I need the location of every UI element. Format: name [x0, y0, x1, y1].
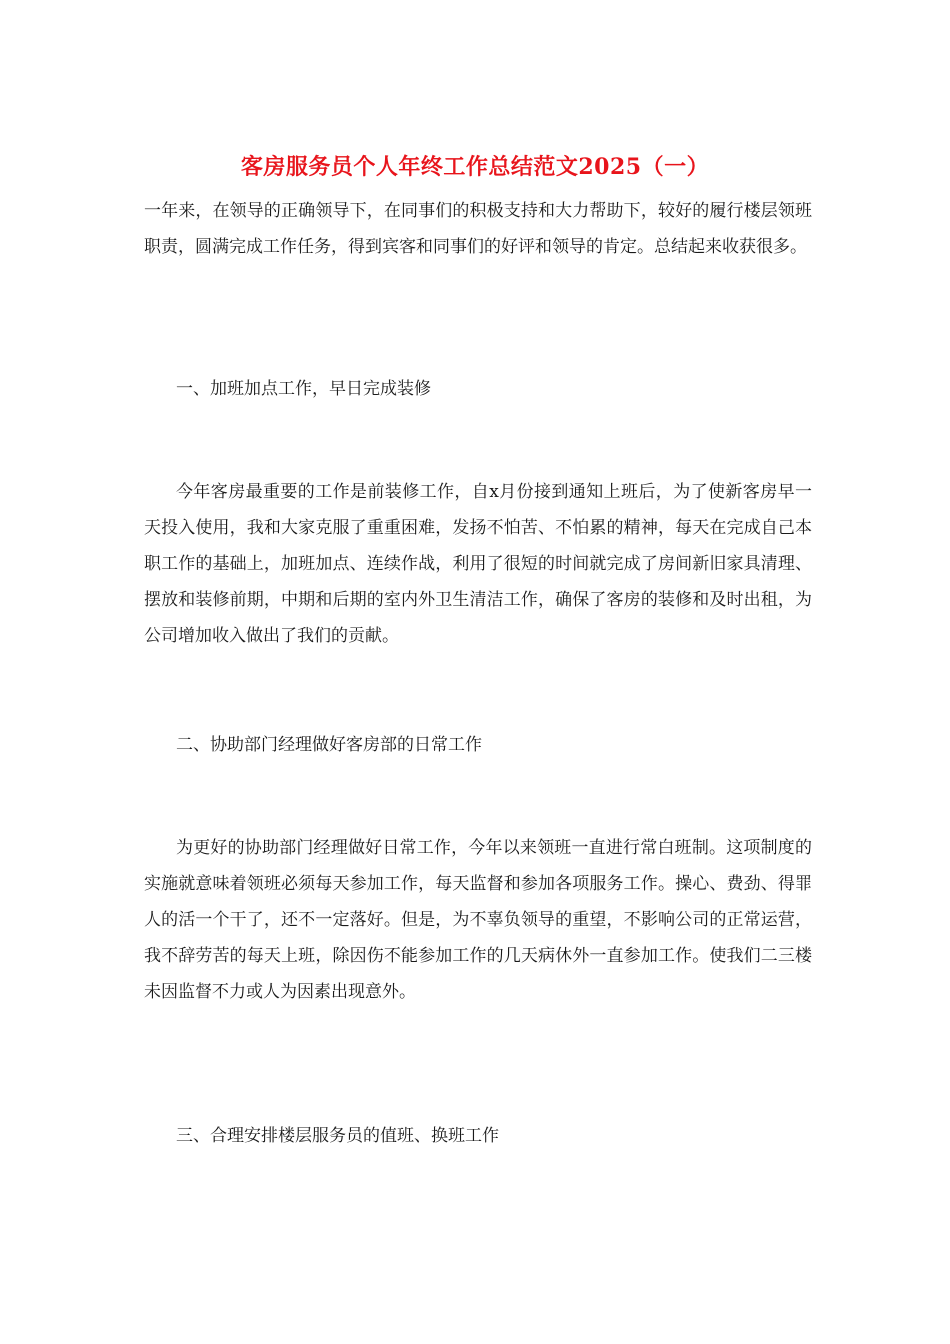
- section-2-body: 为更好的协助部门经理做好日常工作，今年以来领班一直进行常白班制。这项制度的实施就意味着领班必须每天参加工作，每天监督和参加各项服务工作。操心、费劲、得罪人的活一个干了，还不一定落好。但是，为不辜负领导的重望，不影响公司的正常运营，我不辞劳苦的每天上班，除因伤不能参加工作的几天病休外一直参加工作。使我们二三楼未因监督不力或人为因素出现意外。: [144, 838, 812, 1002]
- section-1-heading: 一、加班加点工作，早日完成装修: [176, 379, 431, 399]
- section-3-heading: 三、合理安排楼层服务员的值班、换班工作: [176, 1126, 499, 1146]
- section-2-heading: 二、协助部门经理做好客房部的日常工作: [176, 735, 482, 755]
- section-1-body: 今年客房最重要的工作是前装修工作，自x月份接到通知上班后，为了使新客房早一天投入使用，我和大家克服了重重困难，发扬不怕苦、不怕累的精神，每天在完成自己本职工作的基础上，加班加点、连续作战，利用了很短的时间就完成了房间新旧家具清理、摆放和装修前期，中期和后期的室内外卫生清洁工作，确保了客房的装修和及时出租，为公司增加收入做出了我们的贡献。: [144, 482, 812, 646]
- intro-paragraph: 一年来，在领导的正确领导下，在同事们的积极支持和大力帮助下，较好的履行楼层领班职责，圆满完成工作任务，得到宾客和同事们的好评和领导的肯定。总结起来收获很多。: [144, 201, 812, 257]
- document-title: 客房服务员个人年终工作总结范文2025（一）: [240, 154, 710, 180]
